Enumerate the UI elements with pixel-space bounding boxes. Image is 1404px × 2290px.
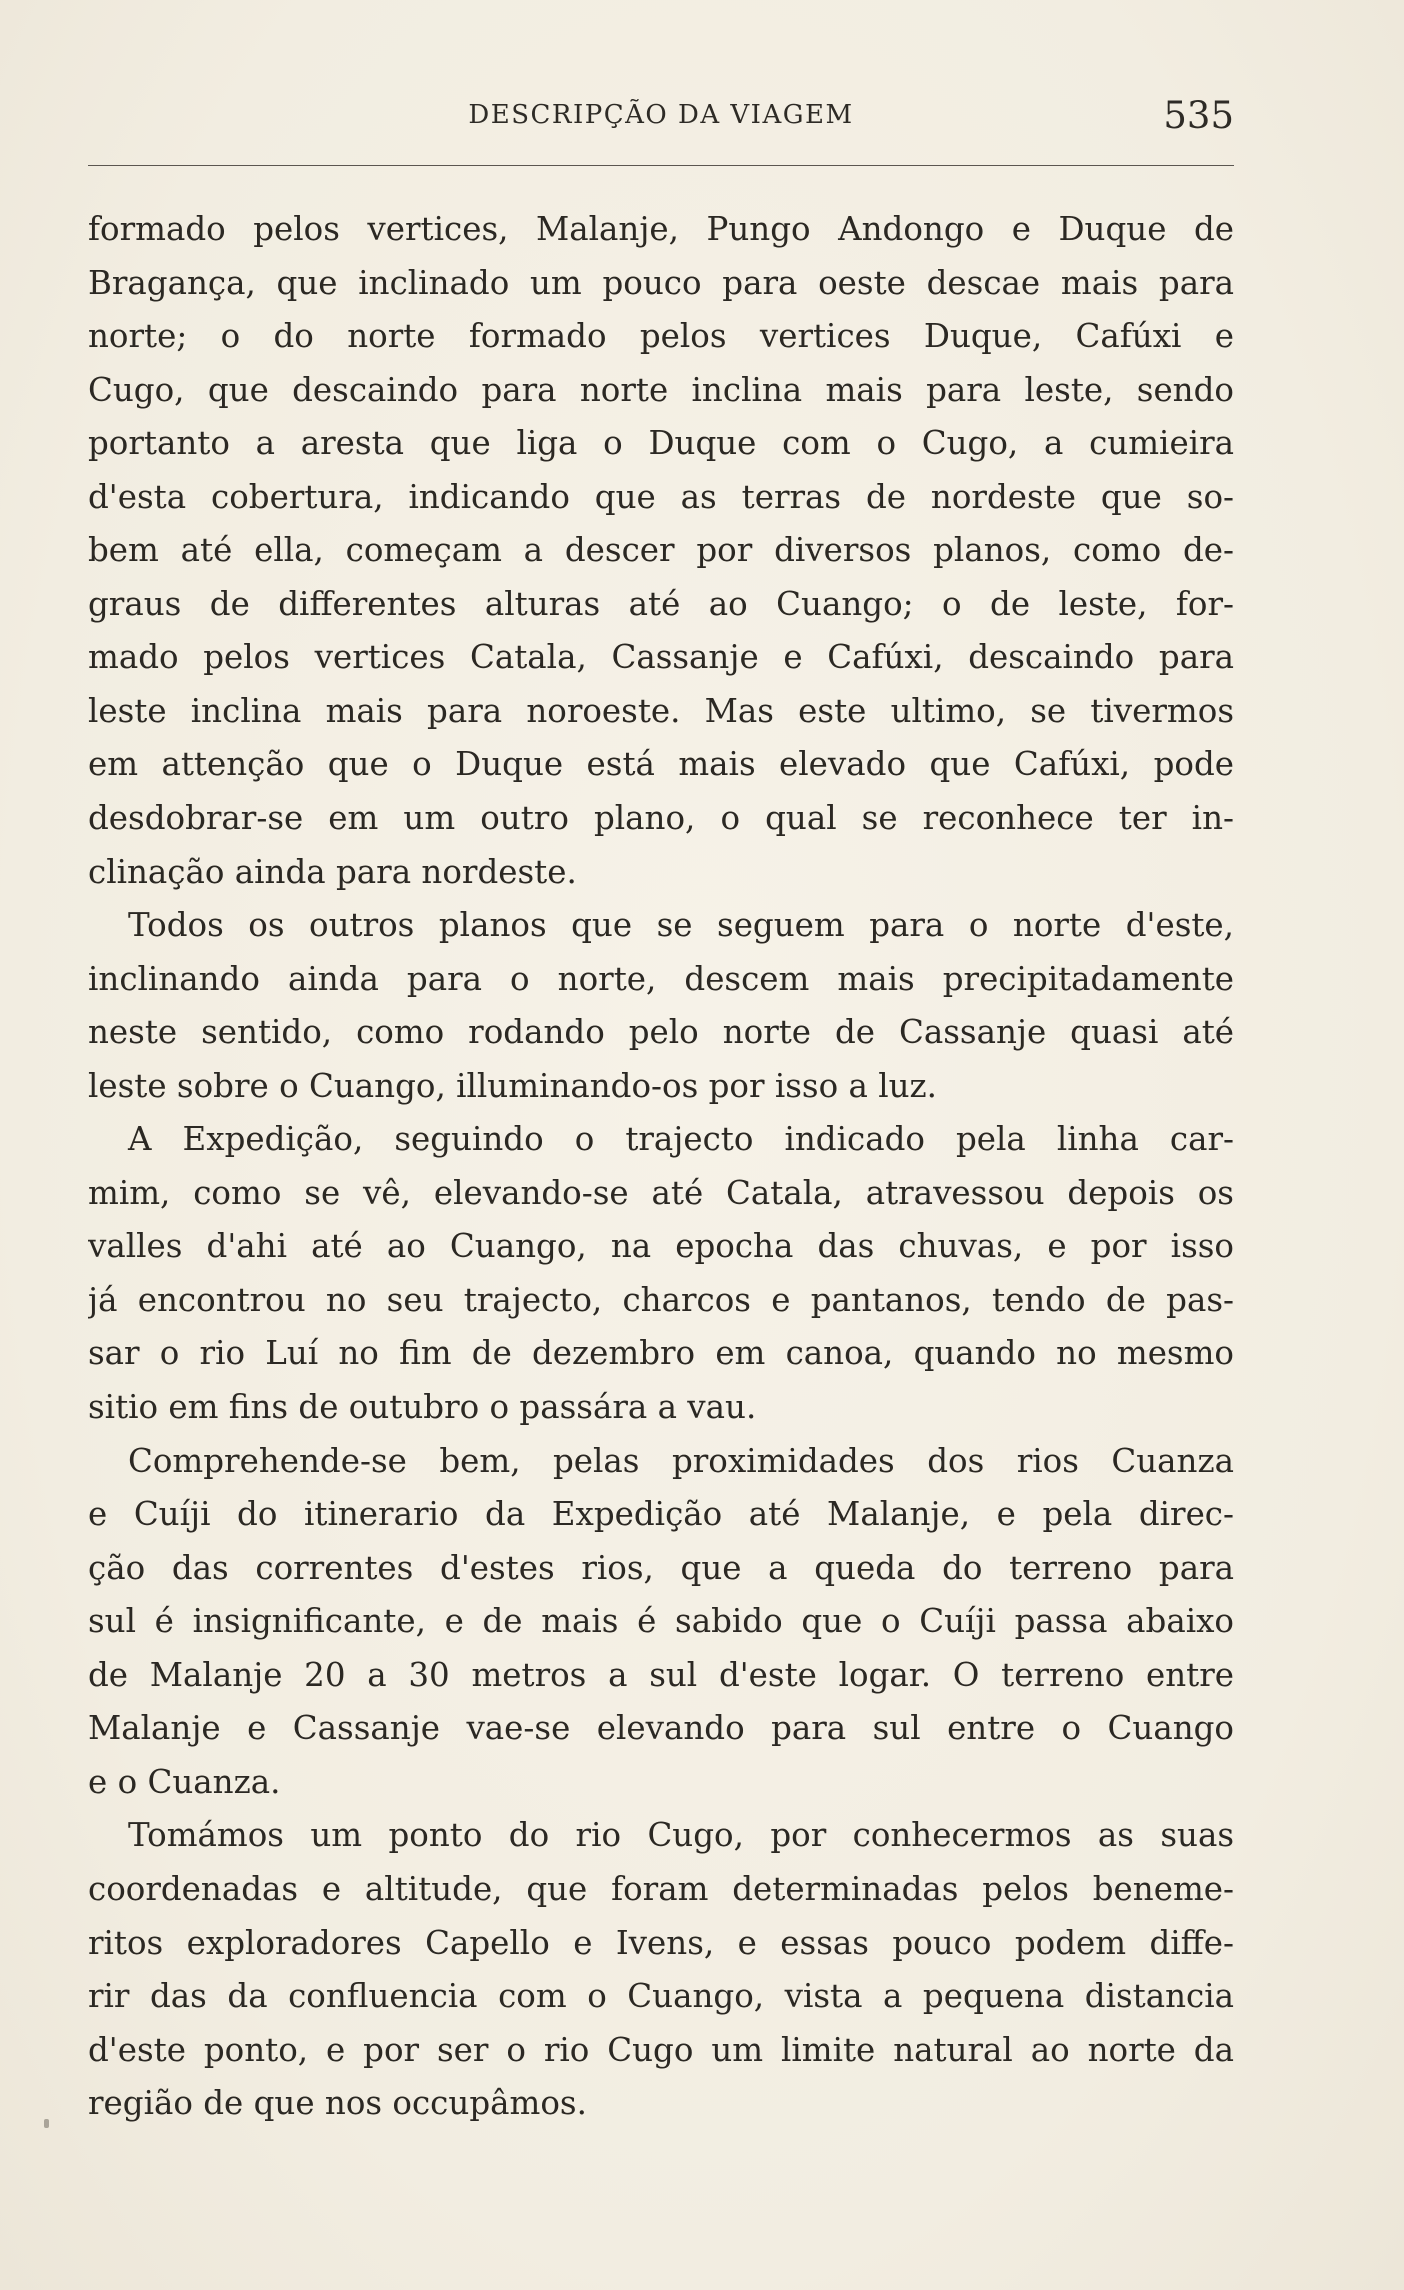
text-line: sar o rio Luí no fim de dezembro em canoa, quando no mesmo xyxy=(88,1334,1234,1373)
text-line: d'este ponto, e por ser o rio Cugo um limite natural ao norte da xyxy=(88,2030,1234,2069)
text-line: formado pelos vertices, Malanje, Pungo Andongo e Duque de xyxy=(88,210,1234,248)
paragraph-start-line: Todos os outros planos que se seguem para o norte d'este, xyxy=(128,906,1234,945)
text-line: já encontrou no seu trajecto, charcos e pantanos, tendo de pas- xyxy=(88,1280,1234,1319)
text-line: coordenadas e altitude, que foram determinadas pelos beneme- xyxy=(88,1869,1234,1908)
header-rule xyxy=(88,165,1234,166)
body-text xyxy=(88,203,1234,2131)
text-line: Bragança, que inclinado um pouco para oeste descae mais para xyxy=(88,263,1234,302)
text-line: Malanje e Cassanje vae-se elevando para sul entre o Cuango xyxy=(88,1709,1234,1748)
text-line: Cugo, que descaindo para norte inclina mais para leste, sendo xyxy=(88,370,1234,409)
paragraph-start-line: A Expedição, seguindo o trajecto indicado pela linha car- xyxy=(128,1120,1234,1159)
text-line: e Cuíji do itinerario da Expedição até Malanje, e pela direc- xyxy=(88,1495,1234,1534)
text-line: graus de differentes alturas até ao Cuango; o de leste, for- xyxy=(88,584,1234,623)
text-line: norte; o do norte formado pelos vertices Duque, Cafúxi e xyxy=(88,317,1234,356)
text-line: sul é insignificante, e de mais é sabido que o Cuíji passa abaixo xyxy=(88,1602,1234,1641)
text-line: leste inclina mais para noroeste. Mas este ultimo, se tivermos xyxy=(88,691,1234,730)
margin-mark xyxy=(44,2119,49,2128)
text-line: inclinando ainda para o norte, descem mais precipitadamente xyxy=(88,959,1234,998)
paragraph-end-line: e o Cuanza. xyxy=(88,1762,281,1801)
page-header xyxy=(88,94,1234,150)
text-line: portanto a aresta que liga o Duque com o Cugo, a cumieira xyxy=(88,424,1234,463)
paragraph-end-line: clinação ainda para nordeste. xyxy=(88,852,577,891)
running-title: DESCRIPÇÃO DA VIAGEM xyxy=(468,100,854,130)
text-line: bem até ella, começam a descer por diversos planos, como de- xyxy=(88,531,1234,570)
paragraph-end-line: sitio em fins de outubro o passára a vau. xyxy=(88,1388,757,1427)
paragraph-start-line: Tomámos um ponto do rio Cugo, por conhecermos as suas xyxy=(128,1816,1234,1855)
text-line: mado pelos vertices Catala, Cassanje e Cafúxi, descaindo para xyxy=(88,638,1234,677)
text-line: ritos exploradores Capello e Ivens, e essas pouco podem diffe- xyxy=(88,1923,1234,1962)
text-line: neste sentido, como rodando pelo norte de Cassanje quasi até xyxy=(88,1013,1234,1052)
paragraph-end-line: região de que nos occupâmos. xyxy=(88,2084,587,2123)
text-line: de Malanje 20 a 30 metros a sul d'este logar. O terreno entre xyxy=(88,1655,1234,1694)
text-line: em attenção que o Duque está mais elevado que Cafúxi, pode xyxy=(88,745,1234,784)
text-line: mim, como se vê, elevando-se até Catala, atravessou depois os xyxy=(88,1173,1234,1212)
text-line: rir das da confluencia com o Cuango, vista a pequena distancia xyxy=(88,1977,1234,2016)
paragraph-start-line: Comprehende-se bem, pelas proximidades dos rios Cuanza xyxy=(128,1441,1234,1480)
text-line: valles d'ahi até ao Cuango, na epocha das chuvas, e por isso xyxy=(88,1227,1234,1266)
paragraph-end-line: leste sobre o Cuango, illuminando-os por isso a luz. xyxy=(88,1066,937,1105)
page-number: 535 xyxy=(1163,94,1234,137)
text-line: d'esta cobertura, indicando que as terras de nordeste que so- xyxy=(88,477,1234,516)
text-line: desdobrar-se em um outro plano, o qual se reconhece ter in- xyxy=(88,799,1234,838)
text-line: ção das correntes d'estes rios, que a queda do terreno para xyxy=(88,1548,1234,1587)
